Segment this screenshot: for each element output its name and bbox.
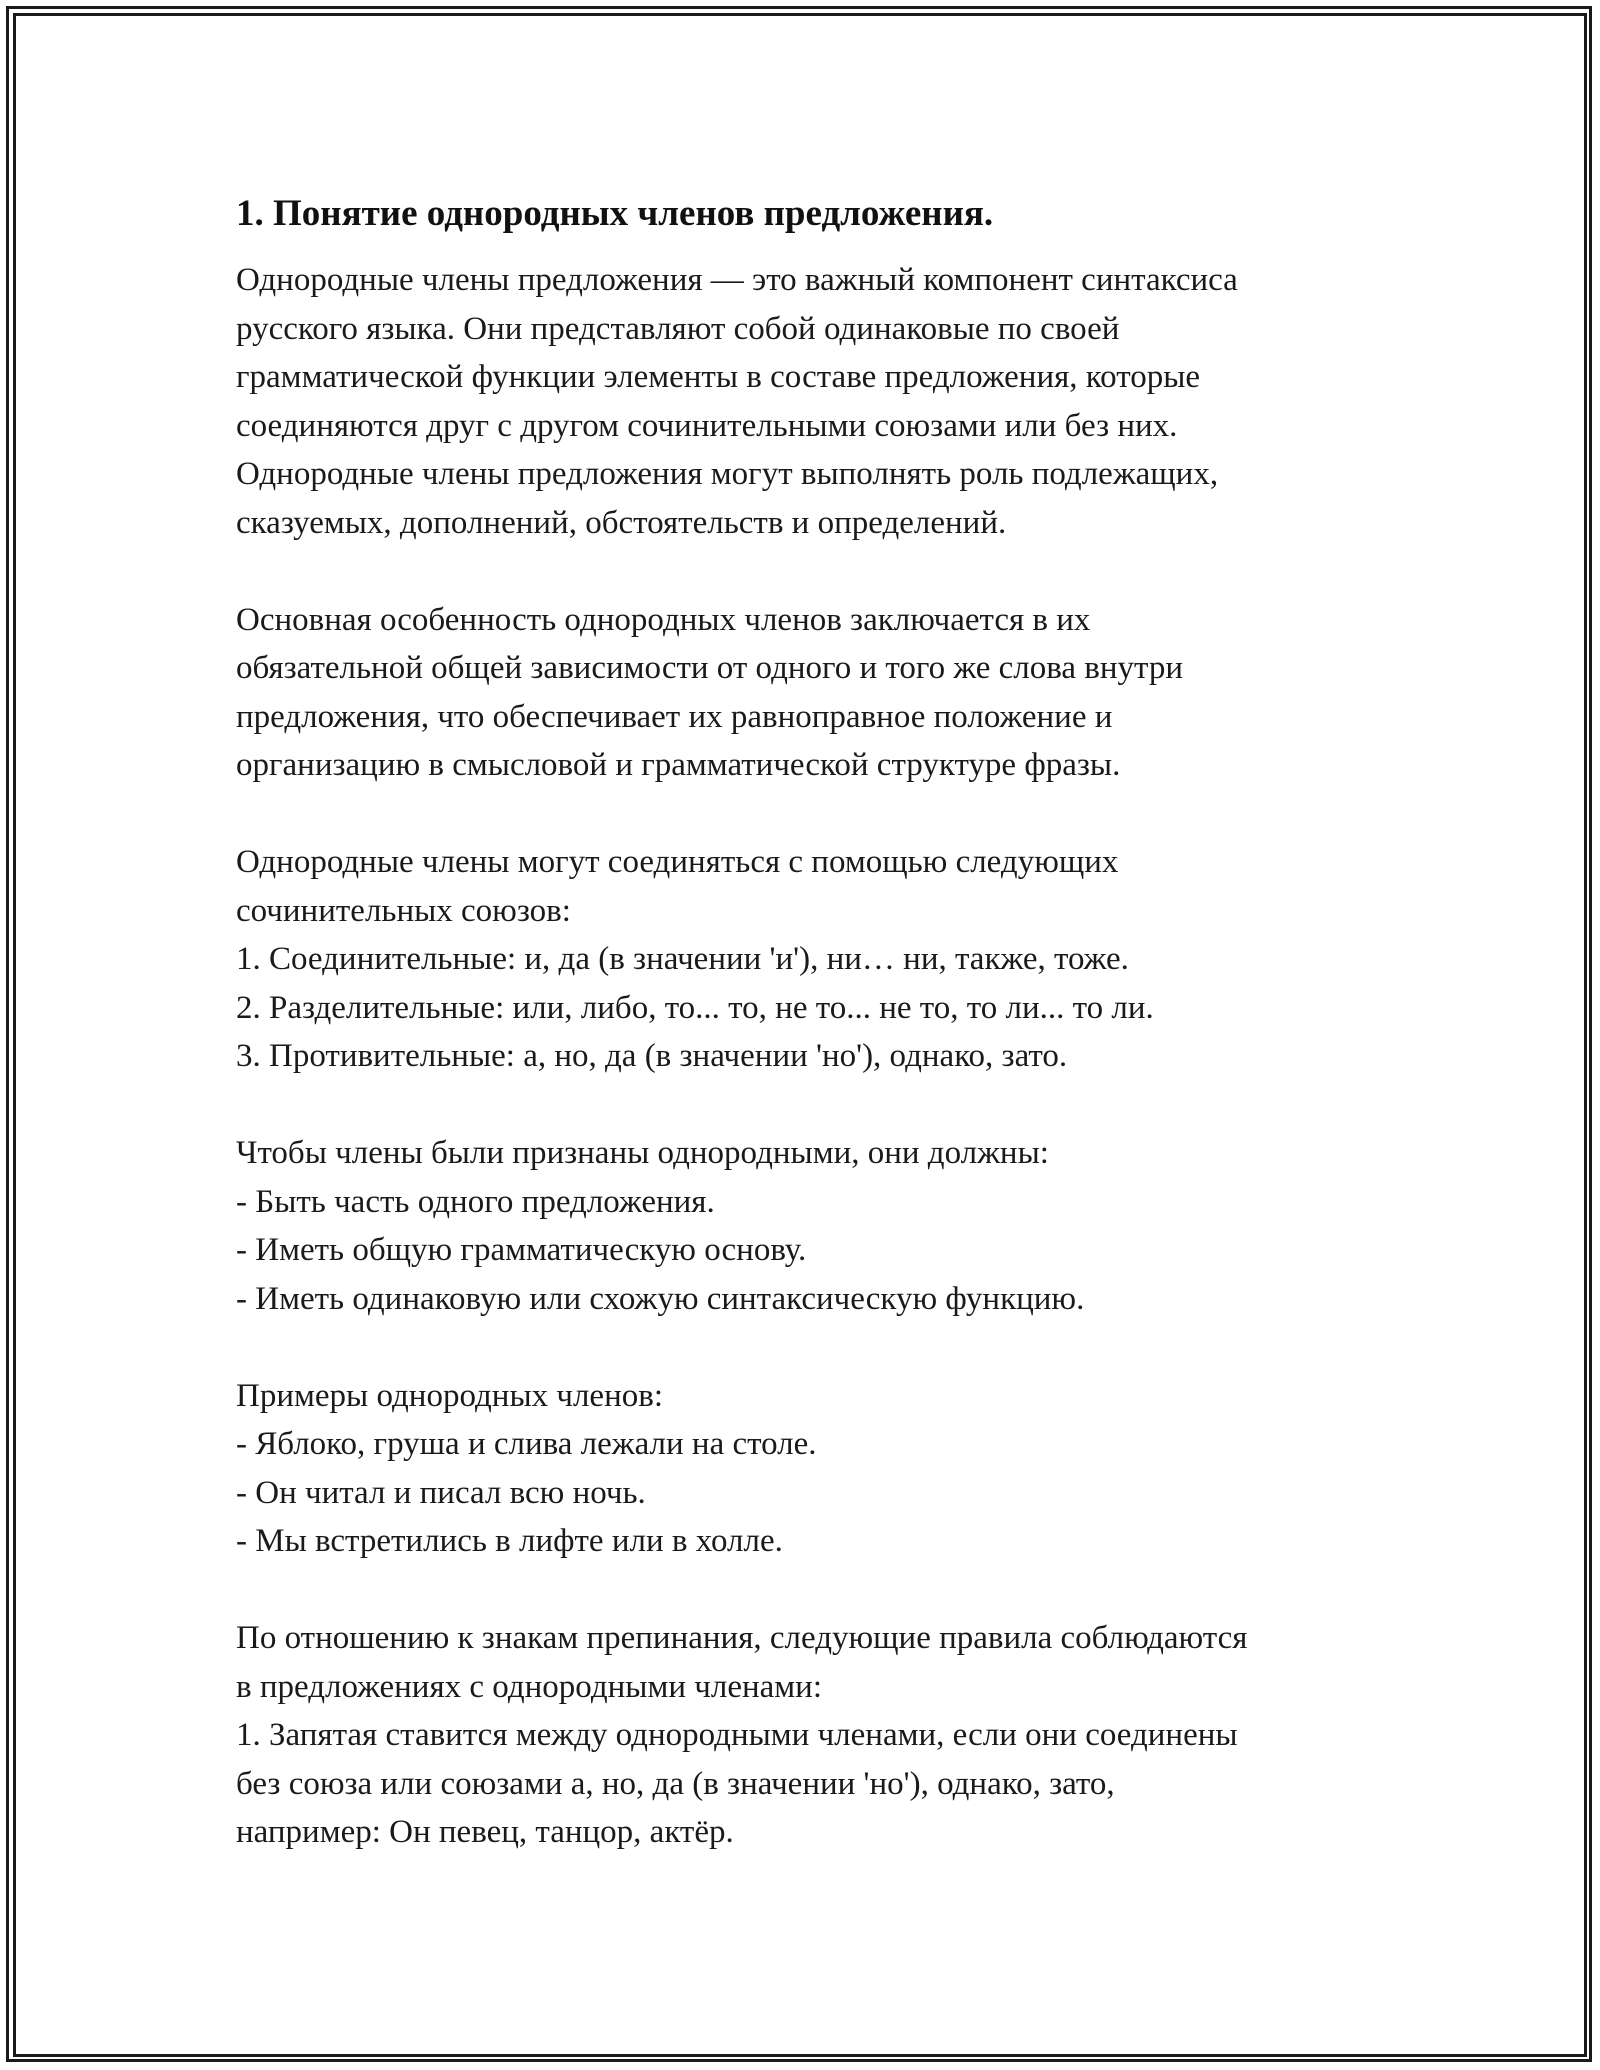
paragraph-gap <box>236 1566 1386 1615</box>
text-line: грамматической функции элементы в составе предложения, которые <box>236 359 1201 395</box>
paragraph-gap <box>236 790 1386 839</box>
list-item: 3. Противительные: а, но, да (в значении 'но'), однако, зато. <box>236 1038 1068 1074</box>
text-line: Примеры однородных членов: <box>236 1377 663 1414</box>
list-item: - Яблоко, груша и слива лежали на столе. <box>236 1426 817 1462</box>
text-line: соединяются друг с другом сочинительными союзами или без них. <box>236 407 1178 444</box>
list-item: 2. Разделительные: или, либо, то... то, не то... не то, то ли... то ли. <box>236 989 1154 1026</box>
paragraph-examples <box>236 1372 1386 1566</box>
text-line: Основная особенность однородных членов заключается в их <box>236 601 1091 638</box>
text-line: сказуемых, дополнений, обстоятельств и определений. <box>236 504 1007 541</box>
paragraph-conjunctions <box>236 838 1386 1081</box>
text-line: например: Он певец, танцор, актёр. <box>236 1814 734 1850</box>
list-item: - Он читал и писал всю ночь. <box>236 1474 646 1511</box>
text-line: Чтобы члены были признаны однородными, они должны: <box>236 1135 1049 1171</box>
text-line: без союза или союзами а, но, да (в значении 'но'), однако, зато, <box>236 1765 1115 1802</box>
paragraph-gap <box>236 1323 1386 1372</box>
paragraph-punctuation <box>236 1614 1386 1857</box>
list-item: - Мы встретились в лифте или в холле. <box>236 1523 783 1559</box>
list-item: 1. Запятая ставится между однородными членами, если они соединены <box>236 1717 1238 1753</box>
document-page <box>236 184 1386 1857</box>
paragraph-main-feature <box>236 596 1386 790</box>
text-line: Однородные члены предложения — это важный компонент синтаксиса <box>236 262 1238 298</box>
list-item: - Иметь одинаковую или схожую синтаксическую функцию. <box>236 1280 1085 1317</box>
list-item: - Быть часть одного предложения. <box>236 1183 715 1220</box>
text-line: По отношению к знакам препинания, следующие правила соблюдаются <box>236 1620 1248 1656</box>
text-line: предложения, что обеспечивает их равноправное положение и <box>236 698 1113 735</box>
text-line: Однородные члены могут соединяться с помощью следующих <box>236 844 1119 880</box>
paragraph-gap <box>236 547 1386 596</box>
list-item: 1. Соединительные: и, да (в значении 'и'), ни… ни, также, тоже. <box>236 941 1129 977</box>
text-line: Однородные члены предложения могут выполнять роль подлежащих, <box>236 456 1219 492</box>
text-line: сочинительных союзов: <box>236 892 571 929</box>
paragraph-definition <box>236 256 1386 547</box>
section-heading: 1. Понятие однородных членов предложения. <box>236 193 994 234</box>
paragraph-conditions <box>236 1129 1386 1323</box>
text-line: организацию в смысловой и грамматической структуре фразы. <box>236 747 1121 783</box>
paragraph-gap <box>236 1081 1386 1130</box>
list-item: - Иметь общую грамматическую основу. <box>236 1232 807 1268</box>
text-line: обязательной общей зависимости от одного и того же слова внутри <box>236 650 1184 686</box>
text-line: русского языка. Они представляют собой одинаковые по своей <box>236 310 1120 347</box>
text-line: в предложениях с однородными членами: <box>236 1668 822 1705</box>
